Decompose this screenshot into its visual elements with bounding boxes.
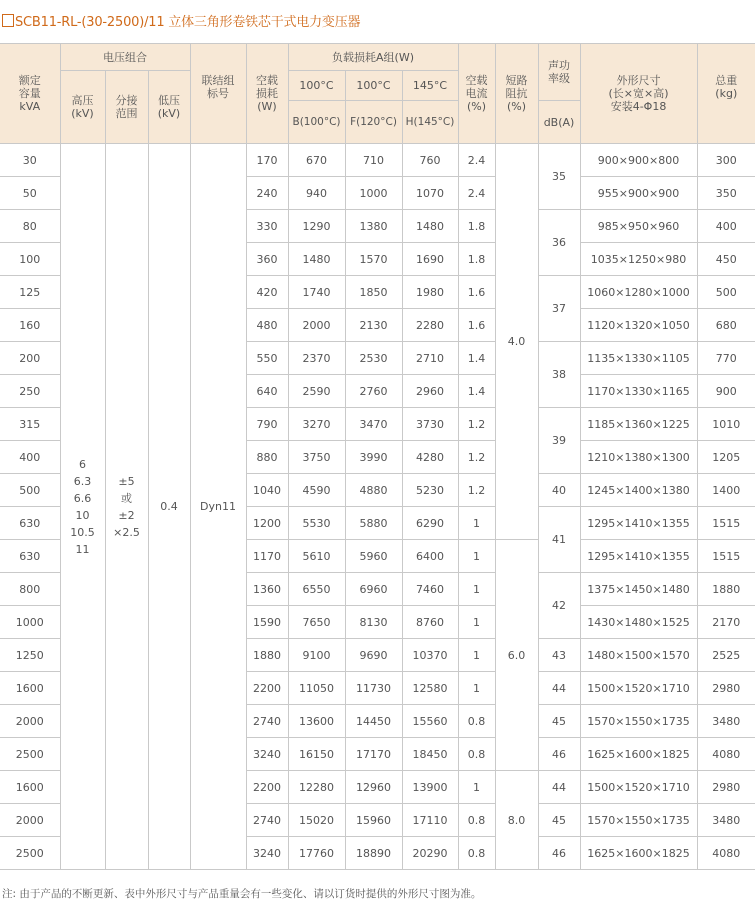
cell-load-loss-f: 8130 <box>345 606 402 639</box>
cell-no-load-current: 2.4 <box>458 144 495 177</box>
cell-no-load-loss: 1590 <box>246 606 288 639</box>
cell-load-loss-h: 1070 <box>402 177 458 210</box>
cell-noise: 46 <box>538 837 580 870</box>
cell-no-load-loss: 2200 <box>246 672 288 705</box>
cell-load-loss-b: 11050 <box>288 672 345 705</box>
cell-load-loss-f: 12960 <box>345 771 402 804</box>
cell-dimensions: 900×900×800 <box>580 144 697 177</box>
checkbox-square-icon <box>2 14 14 27</box>
cell-no-load-current: 1 <box>458 540 495 573</box>
cell-capacity: 630 <box>0 507 60 540</box>
cell-noise: 41 <box>538 507 580 573</box>
cell-load-loss-b: 2370 <box>288 342 345 375</box>
cell-tap-merged <box>105 144 148 870</box>
cell-noise: 42 <box>538 573 580 639</box>
cell-no-load-current: 0.8 <box>458 738 495 771</box>
cell-load-loss-f: 2130 <box>345 309 402 342</box>
cell-load-loss-h: 17110 <box>402 804 458 837</box>
cell-load-loss-h: 2280 <box>402 309 458 342</box>
cell-noise: 46 <box>538 738 580 771</box>
header-dimensions: 外形尺寸 (长×宽×高) 安装4-Φ18 <box>580 44 697 144</box>
cell-weight: 770 <box>697 342 755 375</box>
cell-noise: 36 <box>538 210 580 276</box>
hv-value: 10 <box>75 508 90 522</box>
cell-load-loss-h: 1480 <box>402 210 458 243</box>
cell-weight: 500 <box>697 276 755 309</box>
cell-capacity: 1600 <box>0 672 60 705</box>
cell-no-load-current: 1.6 <box>458 276 495 309</box>
cell-load-loss-f: 9690 <box>345 639 402 672</box>
cell-impedance: 6.0 <box>495 540 538 771</box>
cell-load-loss-b: 16150 <box>288 738 345 771</box>
cell-no-load-loss: 480 <box>246 309 288 342</box>
cell-capacity: 100 <box>0 243 60 276</box>
cell-weight: 450 <box>697 243 755 276</box>
cell-capacity: 1000 <box>0 606 60 639</box>
cell-load-loss-b: 5610 <box>288 540 345 573</box>
header-temp-h: 145°C <box>402 71 458 101</box>
header-lv: 低压 (kV) <box>148 71 190 144</box>
cell-load-loss-b: 13600 <box>288 705 345 738</box>
cell-load-loss-f: 710 <box>345 144 402 177</box>
cell-no-load-current: 1.8 <box>458 243 495 276</box>
cell-no-load-loss: 880 <box>246 441 288 474</box>
cell-load-loss-h: 12580 <box>402 672 458 705</box>
cell-load-loss-b: 3750 <box>288 441 345 474</box>
header-sub-h: H(145°C) <box>402 101 458 144</box>
cell-load-loss-h: 6400 <box>402 540 458 573</box>
cell-dimensions: 1170×1330×1165 <box>580 375 697 408</box>
cell-no-load-current: 1 <box>458 639 495 672</box>
cell-capacity: 2500 <box>0 837 60 870</box>
cell-capacity: 1600 <box>0 771 60 804</box>
cell-no-load-loss: 3240 <box>246 837 288 870</box>
cell-capacity: 1250 <box>0 639 60 672</box>
cell-no-load-loss: 1200 <box>246 507 288 540</box>
cell-dimensions: 1500×1520×1710 <box>580 771 697 804</box>
cell-no-load-loss: 2200 <box>246 771 288 804</box>
cell-load-loss-f: 15960 <box>345 804 402 837</box>
cell-dimensions: 985×950×960 <box>580 210 697 243</box>
cell-capacity: 160 <box>0 309 60 342</box>
cell-dimensions: 1295×1410×1355 <box>580 540 697 573</box>
cell-load-loss-h: 8760 <box>402 606 458 639</box>
cell-load-loss-f: 1570 <box>345 243 402 276</box>
cell-no-load-current: 1.2 <box>458 441 495 474</box>
tap-value: ×2.5 <box>113 525 140 539</box>
cell-weight: 3480 <box>697 804 755 837</box>
cell-weight: 350 <box>697 177 755 210</box>
cell-noise: 44 <box>538 771 580 804</box>
cell-no-load-current: 1 <box>458 606 495 639</box>
cell-noise: 39 <box>538 408 580 474</box>
cell-no-load-current: 1.4 <box>458 375 495 408</box>
cell-no-load-current: 2.4 <box>458 177 495 210</box>
cell-no-load-loss: 240 <box>246 177 288 210</box>
cell-weight: 2170 <box>697 606 755 639</box>
header-no-load-current: 空载 电流 (%) <box>458 44 495 144</box>
cell-noise: 45 <box>538 804 580 837</box>
cell-no-load-loss: 640 <box>246 375 288 408</box>
cell-weight: 1205 <box>697 441 755 474</box>
cell-dimensions: 1060×1280×1000 <box>580 276 697 309</box>
cell-capacity: 400 <box>0 441 60 474</box>
cell-no-load-loss: 2740 <box>246 705 288 738</box>
cell-no-load-loss: 360 <box>246 243 288 276</box>
cell-dimensions: 1295×1410×1355 <box>580 507 697 540</box>
tap-value: ±2 <box>118 508 135 522</box>
cell-load-loss-b: 12280 <box>288 771 345 804</box>
cell-weight: 2980 <box>697 771 755 804</box>
cell-no-load-current: 1 <box>458 573 495 606</box>
cell-no-load-current: 0.8 <box>458 804 495 837</box>
cell-weight: 3480 <box>697 705 755 738</box>
cell-noise: 45 <box>538 705 580 738</box>
cell-no-load-current: 1 <box>458 771 495 804</box>
cell-dimensions: 1185×1360×1225 <box>580 408 697 441</box>
header-load-loss: 负载损耗A组(W) <box>288 44 458 71</box>
tap-value: 或 <box>121 491 132 505</box>
cell-no-load-loss: 170 <box>246 144 288 177</box>
cell-load-loss-b: 7650 <box>288 606 345 639</box>
header-impedance: 短路 阻抗 (%) <box>495 44 538 144</box>
cell-no-load-current: 1.6 <box>458 309 495 342</box>
cell-impedance: 8.0 <box>495 771 538 870</box>
cell-capacity: 800 <box>0 573 60 606</box>
cell-capacity: 50 <box>0 177 60 210</box>
cell-capacity: 500 <box>0 474 60 507</box>
cell-load-loss-h: 3730 <box>402 408 458 441</box>
header-weight: 总重 (kg) <box>697 44 755 144</box>
cell-dimensions: 1120×1320×1050 <box>580 309 697 342</box>
cell-weight: 1515 <box>697 507 755 540</box>
cell-weight: 1010 <box>697 408 755 441</box>
cell-no-load-loss: 1040 <box>246 474 288 507</box>
cell-load-loss-h: 18450 <box>402 738 458 771</box>
cell-load-loss-f: 3470 <box>345 408 402 441</box>
cell-no-load-loss: 790 <box>246 408 288 441</box>
cell-capacity: 2500 <box>0 738 60 771</box>
header-capacity: 额定 容量 kVA <box>0 44 60 144</box>
cell-no-load-loss: 330 <box>246 210 288 243</box>
cell-dimensions: 1625×1600×1825 <box>580 837 697 870</box>
cell-no-load-current: 1.2 <box>458 408 495 441</box>
cell-weight: 1515 <box>697 540 755 573</box>
cell-capacity: 2000 <box>0 804 60 837</box>
cell-load-loss-f: 6960 <box>345 573 402 606</box>
cell-load-loss-h: 4280 <box>402 441 458 474</box>
cell-weight: 4080 <box>697 738 755 771</box>
cell-load-loss-f: 17170 <box>345 738 402 771</box>
cell-load-loss-h: 2710 <box>402 342 458 375</box>
cell-connection-merged: Dyn11 <box>190 144 246 870</box>
cell-weight: 300 <box>697 144 755 177</box>
cell-noise: 44 <box>538 672 580 705</box>
cell-load-loss-b: 1740 <box>288 276 345 309</box>
cell-load-loss-h: 15560 <box>402 705 458 738</box>
cell-capacity: 630 <box>0 540 60 573</box>
hv-value: 6.3 <box>73 474 92 488</box>
cell-load-loss-b: 9100 <box>288 639 345 672</box>
cell-noise: 35 <box>538 144 580 210</box>
cell-noise: 38 <box>538 342 580 408</box>
cell-load-loss-b: 940 <box>288 177 345 210</box>
header-hv: 高压 (kV) <box>60 71 105 144</box>
cell-dimensions: 1480×1500×1570 <box>580 639 697 672</box>
cell-load-loss-b: 1480 <box>288 243 345 276</box>
cell-load-loss-b: 15020 <box>288 804 345 837</box>
table-row <box>0 144 755 177</box>
header-sub-b: B(100°C) <box>288 101 345 144</box>
cell-load-loss-f: 2530 <box>345 342 402 375</box>
cell-load-loss-f: 5880 <box>345 507 402 540</box>
cell-no-load-current: 1 <box>458 507 495 540</box>
cell-load-loss-f: 1850 <box>345 276 402 309</box>
cell-dimensions: 1570×1550×1735 <box>580 804 697 837</box>
cell-no-load-loss: 1360 <box>246 573 288 606</box>
cell-impedance: 4.0 <box>495 144 538 540</box>
cell-load-loss-f: 4880 <box>345 474 402 507</box>
cell-no-load-loss: 2740 <box>246 804 288 837</box>
cell-no-load-loss: 550 <box>246 342 288 375</box>
cell-no-load-loss: 3240 <box>246 738 288 771</box>
cell-dimensions: 1245×1400×1380 <box>580 474 697 507</box>
cell-no-load-current: 1.2 <box>458 474 495 507</box>
cell-load-loss-h: 2960 <box>402 375 458 408</box>
cell-load-loss-b: 5530 <box>288 507 345 540</box>
header-voltage-group: 电压组合 <box>60 44 190 71</box>
hv-value: 10.5 <box>70 525 95 539</box>
table-title <box>2 11 360 30</box>
header-temp-f: 100°C <box>345 71 402 101</box>
cell-load-loss-f: 5960 <box>345 540 402 573</box>
cell-weight: 1880 <box>697 573 755 606</box>
cell-load-loss-h: 6290 <box>402 507 458 540</box>
cell-dimensions: 1375×1450×1480 <box>580 573 697 606</box>
cell-dimensions: 1035×1250×980 <box>580 243 697 276</box>
cell-load-loss-f: 2760 <box>345 375 402 408</box>
cell-load-loss-h: 1690 <box>402 243 458 276</box>
spec-table <box>0 43 755 870</box>
cell-dimensions: 1210×1380×1300 <box>580 441 697 474</box>
header-sub-f: F(120°C) <box>345 101 402 144</box>
cell-noise: 37 <box>538 276 580 342</box>
cell-load-loss-b: 2000 <box>288 309 345 342</box>
cell-lv-merged: 0.4 <box>148 144 190 870</box>
cell-no-load-loss: 1880 <box>246 639 288 672</box>
cell-hv-merged <box>60 144 105 870</box>
cell-weight: 2525 <box>697 639 755 672</box>
header-no-load-loss: 空载 损耗 (W) <box>246 44 288 144</box>
cell-no-load-current: 0.8 <box>458 837 495 870</box>
header-noise: 声功 率级 <box>538 44 580 101</box>
cell-capacity: 200 <box>0 342 60 375</box>
cell-load-loss-f: 18890 <box>345 837 402 870</box>
cell-dimensions: 955×900×900 <box>580 177 697 210</box>
cell-capacity: 30 <box>0 144 60 177</box>
cell-dimensions: 1570×1550×1735 <box>580 705 697 738</box>
cell-no-load-current: 1 <box>458 672 495 705</box>
cell-load-loss-b: 17760 <box>288 837 345 870</box>
cell-weight: 400 <box>697 210 755 243</box>
cell-load-loss-b: 1290 <box>288 210 345 243</box>
table-body <box>0 144 755 870</box>
cell-capacity: 125 <box>0 276 60 309</box>
cell-load-loss-f: 1000 <box>345 177 402 210</box>
cell-weight: 1400 <box>697 474 755 507</box>
cell-load-loss-h: 20290 <box>402 837 458 870</box>
cell-load-loss-b: 670 <box>288 144 345 177</box>
cell-load-loss-h: 5230 <box>402 474 458 507</box>
cell-load-loss-h: 760 <box>402 144 458 177</box>
cell-load-loss-f: 14450 <box>345 705 402 738</box>
cell-noise: 40 <box>538 474 580 507</box>
header-noise-unit: dB(A) <box>538 101 580 144</box>
hv-value: 6 <box>79 457 86 471</box>
cell-load-loss-f: 3990 <box>345 441 402 474</box>
cell-weight: 680 <box>697 309 755 342</box>
cell-no-load-loss: 420 <box>246 276 288 309</box>
cell-dimensions: 1500×1520×1710 <box>580 672 697 705</box>
header-temp-b: 100°C <box>288 71 345 101</box>
cell-capacity: 250 <box>0 375 60 408</box>
cell-dimensions: 1625×1600×1825 <box>580 738 697 771</box>
cell-noise: 43 <box>538 639 580 672</box>
title-text: SCB11-RL-(30-2500)/11 立体三角形卷铁芯干式电力变压器 <box>15 15 361 30</box>
cell-weight: 900 <box>697 375 755 408</box>
cell-load-loss-b: 6550 <box>288 573 345 606</box>
hv-value: 6.6 <box>73 491 92 505</box>
cell-capacity: 315 <box>0 408 60 441</box>
tap-value: ±5 <box>118 474 135 488</box>
cell-dimensions: 1135×1330×1105 <box>580 342 697 375</box>
header-tap: 分接 范围 <box>105 71 148 144</box>
cell-weight: 2980 <box>697 672 755 705</box>
hv-value: 11 <box>75 542 90 556</box>
cell-no-load-loss: 1170 <box>246 540 288 573</box>
cell-load-loss-b: 4590 <box>288 474 345 507</box>
cell-no-load-current: 0.8 <box>458 705 495 738</box>
cell-load-loss-b: 2590 <box>288 375 345 408</box>
cell-capacity: 2000 <box>0 705 60 738</box>
cell-load-loss-b: 3270 <box>288 408 345 441</box>
cell-load-loss-h: 7460 <box>402 573 458 606</box>
cell-load-loss-f: 11730 <box>345 672 402 705</box>
cell-load-loss-h: 13900 <box>402 771 458 804</box>
cell-capacity: 80 <box>0 210 60 243</box>
cell-no-load-current: 1.4 <box>458 342 495 375</box>
cell-no-load-current: 1.8 <box>458 210 495 243</box>
cell-dimensions: 1430×1480×1525 <box>580 606 697 639</box>
cell-load-loss-f: 1380 <box>345 210 402 243</box>
cell-load-loss-h: 10370 <box>402 639 458 672</box>
cell-weight: 4080 <box>697 837 755 870</box>
footnote: 注: 由于产品的不断更新、表中外形尺寸与产品重量会有一些变化、请以订货时提供的外形尺寸图为准。 <box>2 888 482 900</box>
header-connection: 联结组 标号 <box>190 44 246 144</box>
cell-load-loss-h: 1980 <box>402 276 458 309</box>
